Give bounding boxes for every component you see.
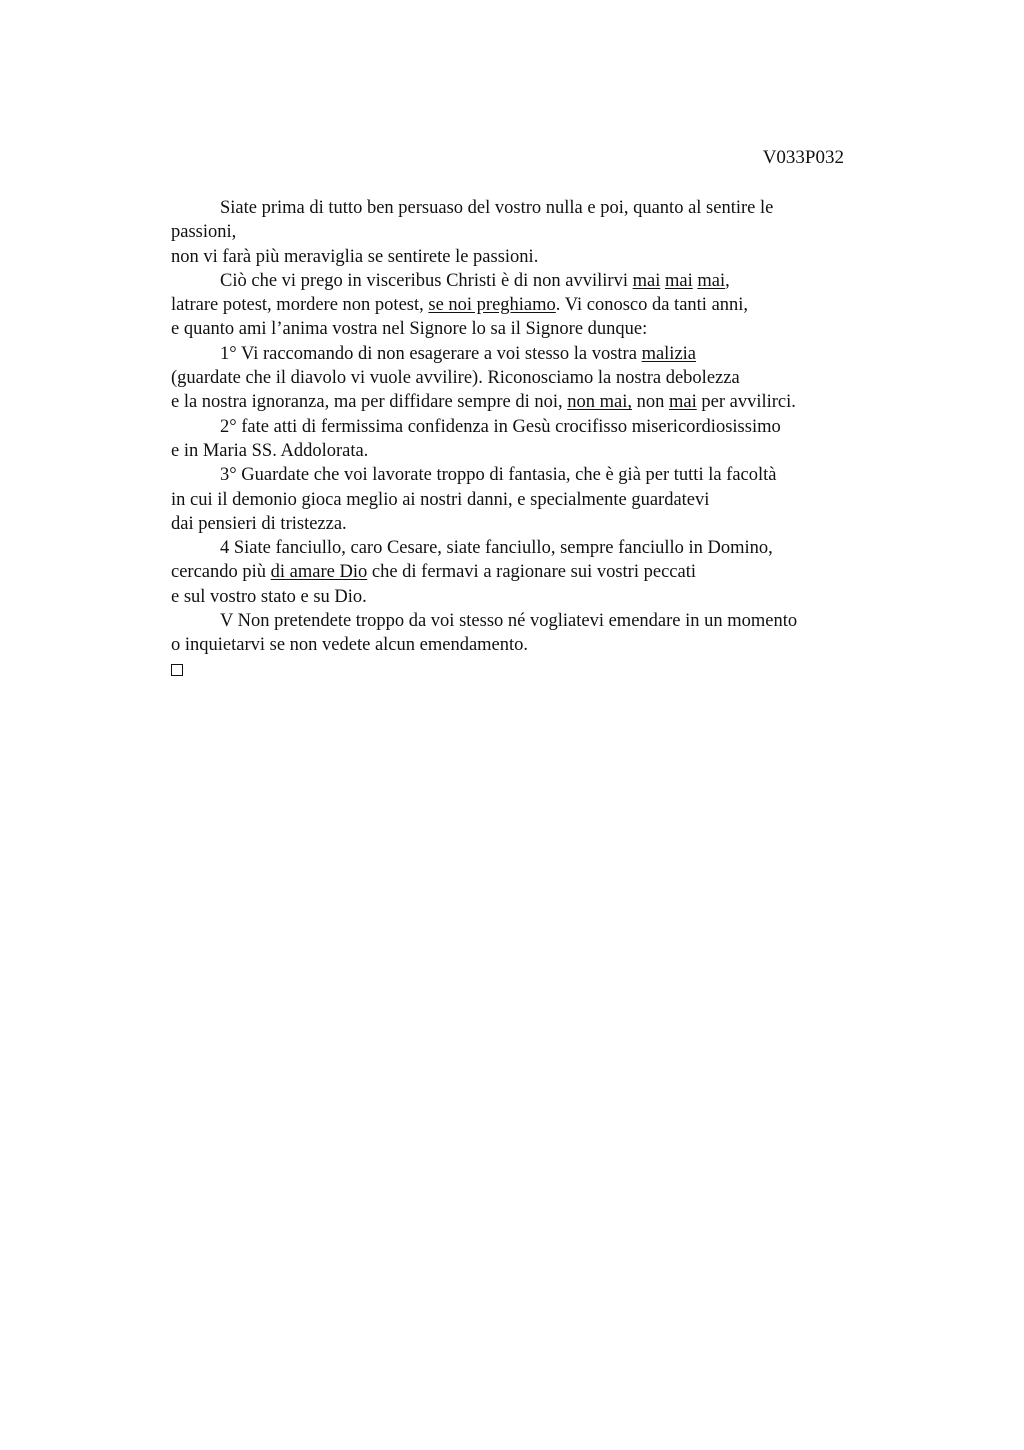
text-segment: , [725, 270, 730, 291]
text-line [171, 415, 886, 439]
text-segment: o inquietarvi se non vedete alcun emendamento. [171, 635, 529, 656]
text-segment: non vi farà più meraviglia se sentirete le passioni. [171, 246, 539, 267]
text-segment: 3° Guardate che voi lavorate troppo di fantasia, che è già per tutti la facoltà [220, 465, 777, 486]
page-code: V033P032 [762, 147, 844, 168]
underlined-phrase: non mai, [567, 392, 632, 413]
text-line [171, 463, 886, 487]
text-line [171, 488, 886, 512]
text-line [171, 560, 886, 584]
text-segment: che di fermavi a ragionare sui vostri peccati [367, 562, 696, 583]
text-line [171, 512, 886, 536]
text-segment: 1° Vi raccomando di non esagerare a voi stesso la vostra [220, 343, 642, 364]
text-segment: Siate prima di tutto ben persuaso del vostro nulla e poi, quanto al sentire le [220, 198, 774, 218]
text-line [171, 317, 886, 341]
text-segment: 4 Siate fanciullo, caro Cesare, siate fanciullo, sempre fanciullo in Domino, [220, 538, 773, 559]
empty-square-icon [171, 664, 183, 676]
text-segment: . Vi conosco da tanti anni, [555, 295, 749, 316]
text-line [171, 196, 886, 220]
text-segment: e la nostra ignoranza, ma per diffidare sempre di noi, [171, 392, 568, 413]
underlined-word: malizia [641, 343, 697, 364]
text-line [171, 293, 886, 317]
underlined-phrase: di amare Dio [270, 562, 368, 583]
underlined-word: mai [664, 270, 693, 291]
text-segment: dai pensieri di tristezza. [171, 513, 347, 534]
text-segment: per avvilirci. [696, 392, 796, 413]
text-segment: in cui il demonio gioca meglio ai nostri danni, e specialmente guardatevi [171, 489, 710, 510]
underlined-phrase: se noi preghiamo [428, 295, 556, 316]
letter-body [171, 196, 886, 682]
text-line [171, 390, 886, 414]
text-segment: 2° fate atti di fermissima confidenza in Gesù crocifisso misericordiosissimo [220, 416, 781, 437]
text-segment: non [631, 392, 669, 413]
underlined-word: mai [697, 270, 726, 291]
text-segment: passioni, [171, 222, 237, 243]
text-segment: e quanto ami l’anima vostra nel Signore lo sa il Signore dunque: [171, 319, 648, 340]
text-segment: (guardate che il diavolo vi vuole avvilire). Riconosciamo la nostra debolezza [171, 368, 740, 389]
text-line [171, 585, 886, 609]
text-line [171, 220, 886, 244]
text-segment: Ciò che vi prego in visceribus Christi è di non avvilirvi [220, 270, 633, 291]
text-line [171, 245, 886, 269]
underlined-word: mai [632, 270, 661, 291]
text-segment: cercando più [171, 562, 271, 583]
text-line [171, 342, 886, 366]
text-line [171, 366, 886, 390]
text-segment: latrare potest, mordere non potest, [171, 295, 429, 316]
text-line [171, 609, 886, 633]
text-segment: e sul vostro stato e su Dio. [171, 586, 367, 607]
text-segment: e in Maria SS. Addolorata. [171, 440, 369, 461]
text-line [171, 633, 886, 657]
text-line [171, 439, 886, 463]
text-line [171, 269, 886, 293]
end-mark [171, 658, 886, 682]
text-segment: V Non pretendete troppo da voi stesso né vogliatevi emendare in un momento [220, 611, 798, 632]
underlined-word: mai [668, 392, 697, 413]
text-line [171, 536, 886, 560]
